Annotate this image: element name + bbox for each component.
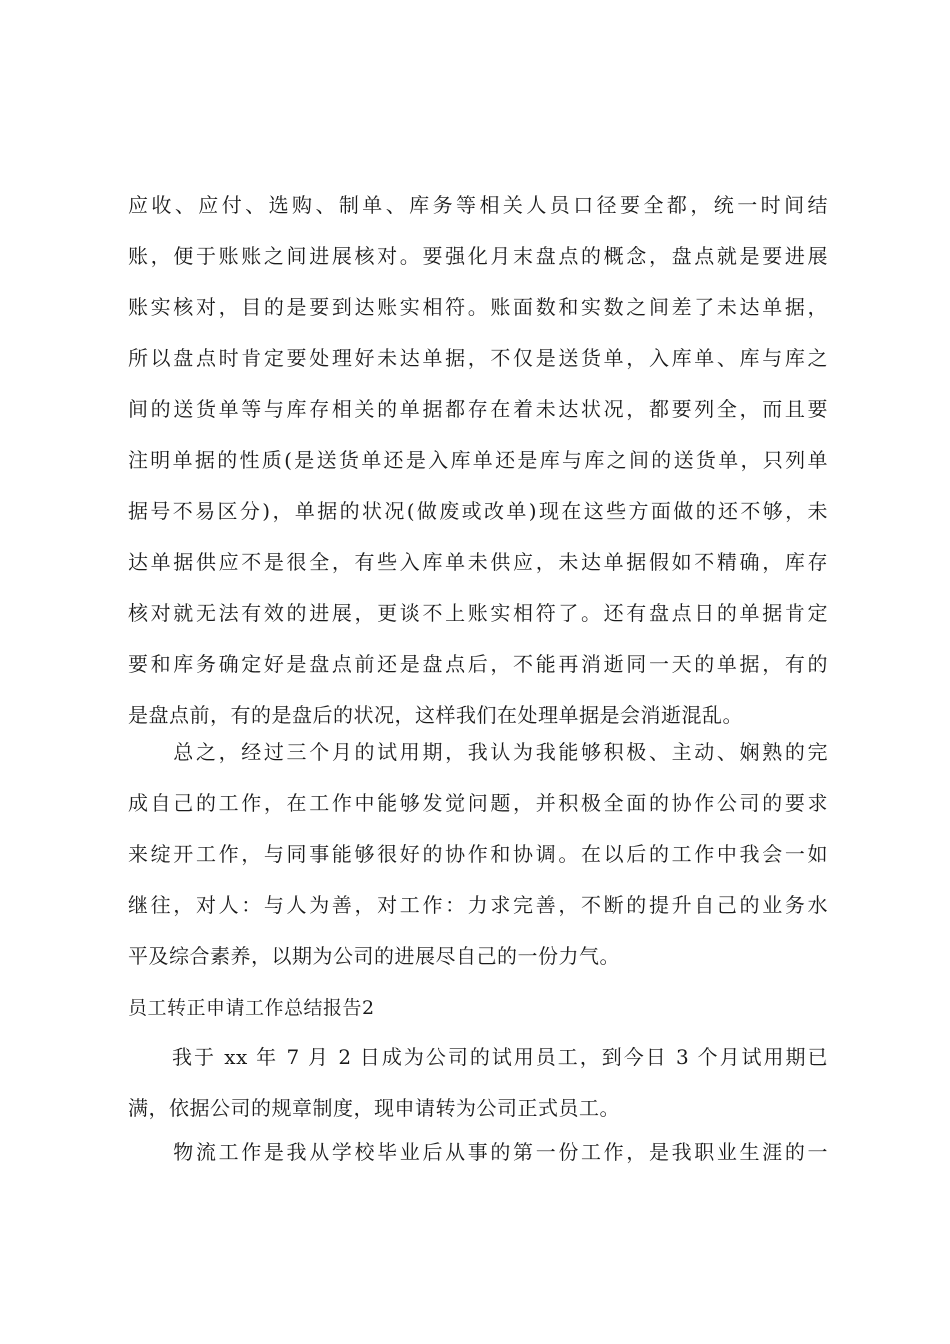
paragraph-inventory (128, 180, 828, 741)
paragraph-line: 账实核对，目的是要到达账实相符。账面数和实数之间差了未达单据， (128, 295, 828, 319)
section-heading: 员工转正申请工作总结报告2 (128, 997, 375, 1019)
paragraph-line: 总之，经过三个月的试用期，我认为我能够积极、主动、娴熟的完 (128, 740, 828, 764)
paragraph-line: 成自己的工作，在工作中能够发觉问题，并积极全面的协作公司的要求 (128, 791, 828, 815)
paragraph-line: 我于 xx 年 7 月 2 日成为公司的试用员工，到今日 3 个月试用期已 (128, 1045, 828, 1069)
paragraph-line: 核对就无法有效的进展，更谈不上账实相符了。还有盘点日的单据肯定 (128, 601, 828, 625)
paragraph-line: 满，依据公司的规章制度，现申请转为公司正式员工。 (128, 1096, 620, 1120)
paragraph-line: 要和库务确定好是盘点前还是盘点后，不能再消逝同一天的单据，有的 (128, 652, 828, 676)
paragraph-line: 来绽开工作，与同事能够很好的协作和协调。在以后的工作中我会一如 (128, 842, 828, 866)
paragraph-line: 应收、应付、选购、制单、库务等相关人员口径要全都，统一时间结 (128, 193, 828, 217)
paragraph-line: 注明单据的性质(是送货单还是入库单还是库与库之间的送货单，只列单 (128, 448, 828, 472)
paragraph-line: 间的送货单等与库存相关的单据都存在着未达状况，都要列全，而且要 (128, 397, 828, 421)
paragraph-line: 继往，对人：与人为善，对工作：力求完善，不断的提升自己的业务水 (128, 893, 828, 917)
paragraph-line: 物流工作是我从学校毕业后从事的第一份工作，是我职业生涯的一 (128, 1140, 828, 1164)
paragraph-intro (128, 1032, 828, 1134)
paragraph-logistics (128, 1127, 828, 1178)
paragraph-line: 据号不易区分)，单据的状况(做废或改单)现在这些方面做的还不够，未 (128, 499, 828, 523)
paragraph-line: 所以盘点时肯定要处理好未达单据，不仅是送货单，入库单、库与库之 (128, 346, 828, 370)
paragraph-line: 账，便于账账之间进展核对。要强化月末盘点的概念，盘点就是要进展 (128, 244, 828, 268)
paragraph-line: 是盘点前，有的是盘后的状况，这样我们在处理单据是会消逝混乱。 (128, 703, 743, 727)
paragraph-line: 达单据供应不是很全，有些入库单未供应，未达单据假如不精确，库存 (128, 550, 828, 574)
paragraph-summary (128, 727, 828, 982)
paragraph-line: 平及综合素养，以期为公司的进展尽自己的一份力气。 (128, 944, 620, 968)
